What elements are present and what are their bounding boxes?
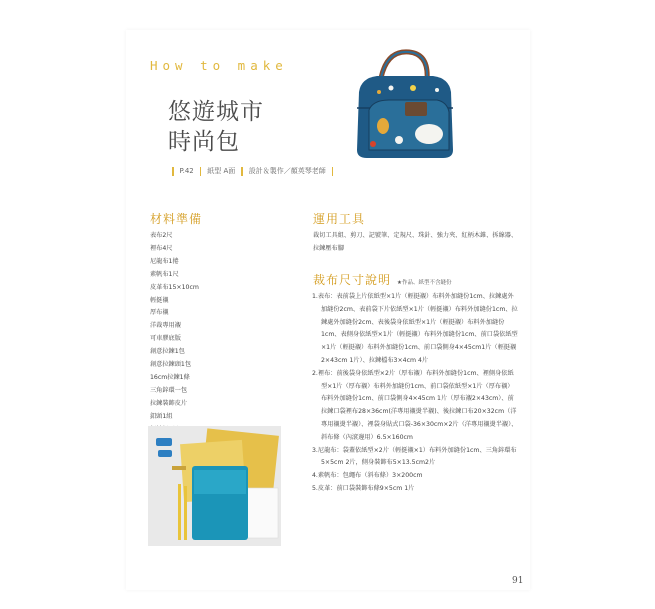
how-to-make-label: How to make — [150, 58, 288, 73]
list-item: 5.皮革：前口袋裝飾布條9×5cm 1片 — [312, 484, 415, 492]
meta-divider — [172, 167, 174, 176]
cutting-heading-text: 裁布尺寸說明 — [313, 273, 392, 287]
list-item: 厚布襯 — [150, 309, 169, 317]
tools-heading: 運用工具 — [313, 212, 366, 226]
list-item: 三角鋅環一包 — [150, 386, 188, 394]
list-item: 創意拉鍊1包 — [150, 348, 185, 356]
meta-divider — [332, 167, 334, 176]
list-item: 洋裁專用襯 — [150, 322, 181, 330]
materials-photo — [148, 426, 281, 546]
list-item: 2.裡布：前後袋身依紙型×2片（厚布襯）布料外加縫份1cm、裡側身依紙型×1片（厚布襯）布料外加縫份1cm、前口袋依紙型×1片（厚布襯）布料外加縫份1cm、前口袋側身4×45cm 1片（厚布襯2×43cm）、前拉鍊口袋裡布28×36cm(洋專用襯燙半襯)、後拉鍊口布20×32cm（洋專用襯燙半襯）、裡袋身貼式口袋-36×30cm×2片（洋專用襯燙半襯）、斜布條（內滾邊用）6.5×160cm — [312, 369, 518, 441]
list-item: 釦頭1組 — [150, 412, 173, 420]
title-line-1: 悠遊城市 — [168, 99, 264, 125]
materials-heading: 材料準備 — [150, 212, 203, 226]
cutting-note: ★作品、紙型不含縫份 — [397, 280, 452, 286]
meta-page-ref: P.42 — [179, 167, 194, 175]
title-line-2: 時尚包 — [168, 129, 240, 155]
meta-pattern: 紙型 A面 — [207, 167, 236, 175]
list-item: 素帆布1尺 — [150, 270, 179, 278]
meta-designer: 設計＆製作／顏英琴老師 — [248, 167, 326, 175]
list-item: 創意拉鍊頭1包 — [150, 361, 192, 369]
list-item: 尼龍布1捲 — [150, 257, 179, 265]
cutting-heading — [313, 271, 451, 288]
list-item: 表布2尺 — [150, 232, 173, 239]
list-item: 裡布4尺 — [150, 244, 173, 252]
list-item: 3.尼龍布：袋蓋依紙型×2片（輕挺襯×1）布料外加縫份1cm、三角鋅環布5×5cm 2片，側身裝飾布5×13.5cm2片 — [312, 446, 517, 467]
meta-info — [166, 166, 339, 176]
list-item: 可車膠底版 — [150, 335, 181, 343]
list-item: 4.素帆布：包繩布（斜布條）3×200cm — [312, 472, 423, 480]
list-item: 輕挺襯 — [150, 296, 169, 304]
project-title — [168, 97, 264, 157]
list-item: 皮革布15×10cm — [150, 283, 199, 291]
page-number: 91 — [512, 576, 524, 586]
cutting-list — [312, 291, 519, 496]
list-item: 16cm拉鍊1條 — [150, 373, 190, 381]
list-item: 拉鍊裝飾皮片 — [150, 399, 188, 407]
materials-list — [150, 230, 199, 437]
bag-photo — [343, 44, 463, 164]
tools-text: 裁切工具組、剪刀、記號筆、定規尺、珠針、強力夾、紅柄木錐、拆線器、拉鍊壓布腳 — [313, 232, 518, 252]
meta-divider — [200, 167, 202, 176]
list-item: 1.表布：表前袋上片依紙型×1片（輕挺襯）布料外加縫份1cm、拉鍊處外加縫份2cm、表前袋下片依紙型×1片（輕挺襯）布料外加縫份1cm、拉鍊處外加縫份2cm、表後袋身依紙型×1片（輕挺襯）布料外加縫份1cm、表側身依紙型×1片（輕挺襯）布料外加縫份1cm、前口袋依紙型×1片（輕挺襯）布料外加縫份1cm、前口袋側身4×45cm1片（輕挺襯2×43cm 1片）、拉鍊檔布3×4cm 4片 — [312, 293, 518, 364]
meta-divider — [241, 167, 243, 176]
